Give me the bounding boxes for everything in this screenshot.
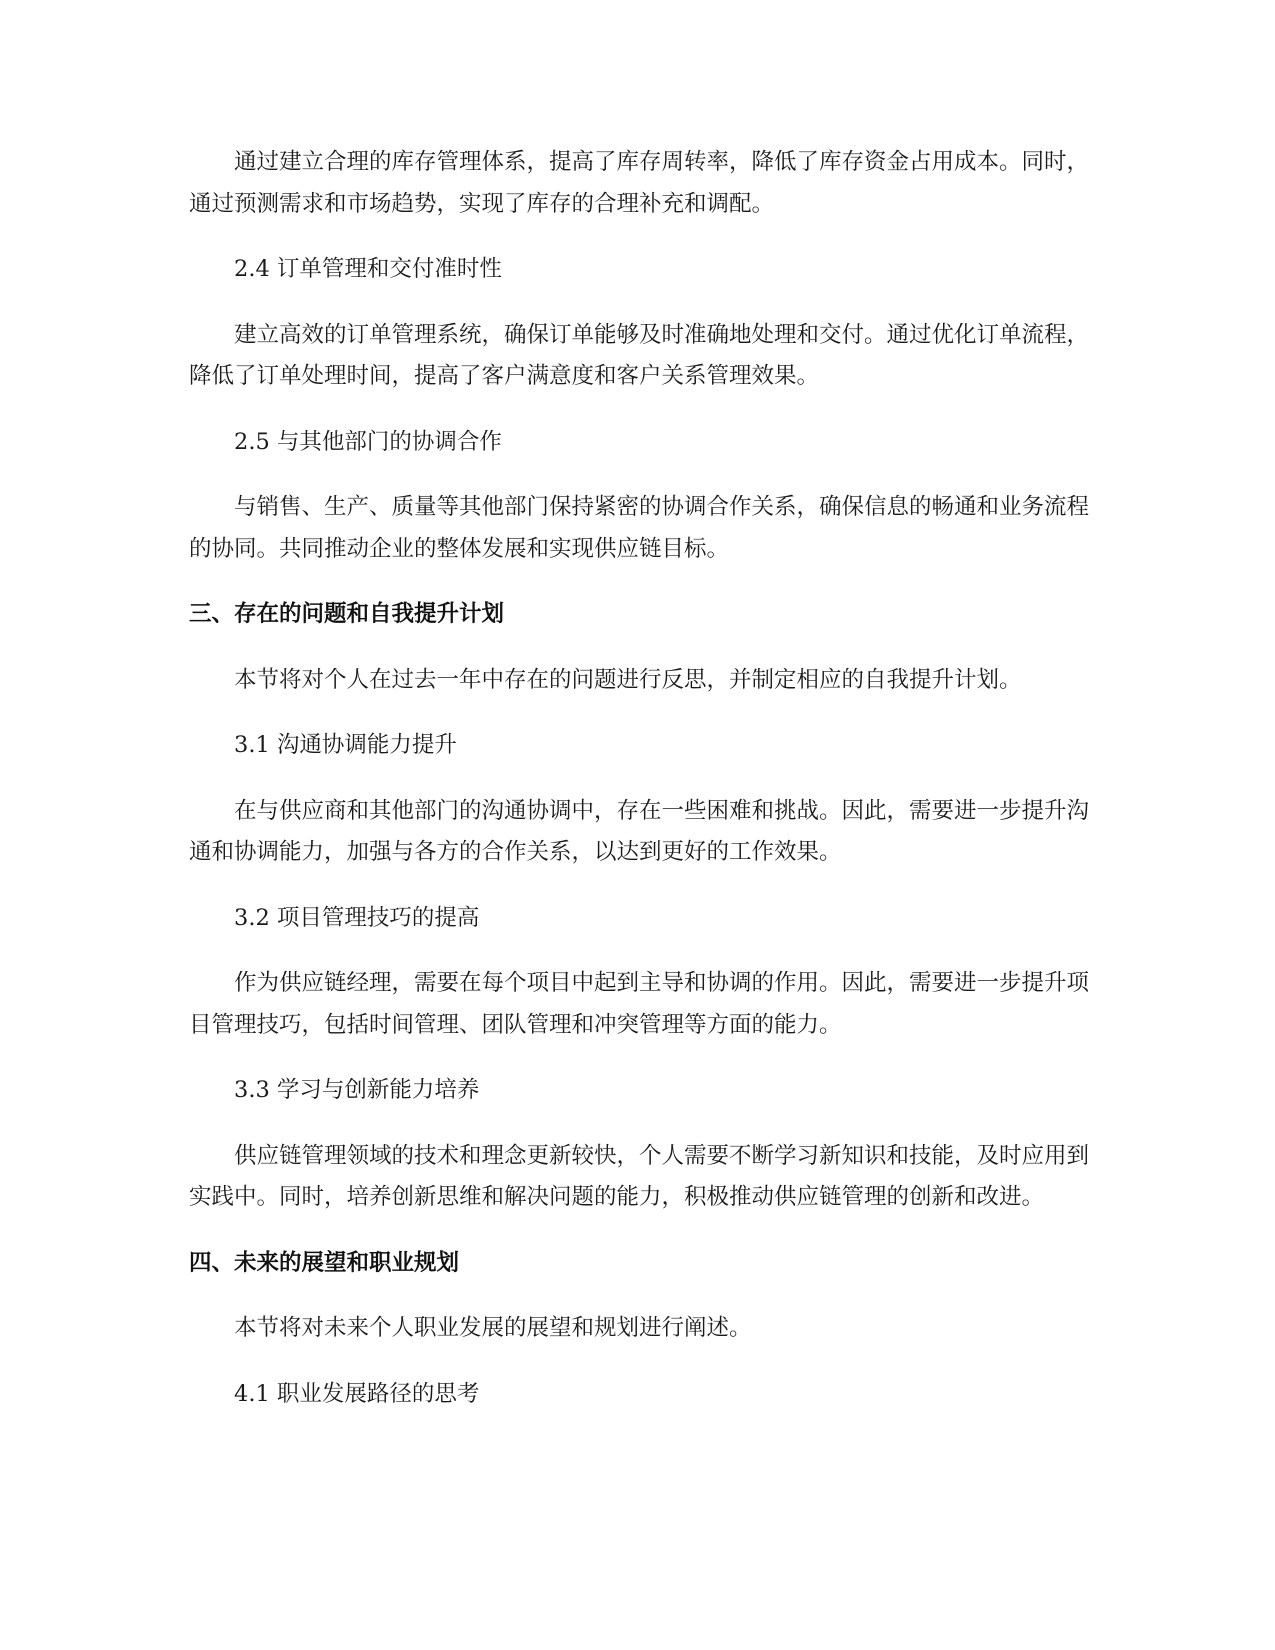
section-heading-4: 四、未来的展望和职业规划 [189,1249,460,1276]
paragraph-coordination: 与销售、生产、质量等其他部门保持紧密的协调合作关系，确保信息的畅通和业务流程的协同。共同推动企业的整体发展和实现供应链目标。 [189,494,1090,562]
subheading-4-1: 4.1 职业发展路径的思考 [234,1380,480,1407]
section-heading-3: 三、存在的问题和自我提升计划 [189,601,505,627]
paragraph-inventory: 通过建立合理的库存管理体系，提高了库存周转率，降低了库存资金占用成本。同时，通过预测需求和市场趋势，实现了库存的合理补充和调配。 [189,149,1090,217]
document-body [189,142,1091,1439]
paragraph-section-3-intro: 本节将对个人在过去一年中存在的问题进行反思，并制定相应的自我提升计划。 [234,666,1022,693]
subheading-2-4: 2.4 订单管理和交付准时性 [234,256,502,282]
subheading-3-3: 3.3 学习与创新能力培养 [234,1077,480,1103]
paragraph-learning-innovation: 供应链管理领域的技术和理念更新较快，个人需要不断学习新知识和技能，及时应用到实践中。同时，培养创新思维和解决问题的能力，积极推动供应链管理的创新和改进。 [189,1142,1090,1210]
paragraph-order-management: 建立高效的订单管理系统，确保订单能够及时准确地处理和交付。通过优化订单流程，降低了订单处理时间，提高了客户满意度和客户关系管理效果。 [189,321,1090,389]
paragraph-project-management: 作为供应链经理，需要在每个项目中起到主导和协调的作用。因此，需要进一步提升项目管理技巧，包括时间管理、团队管理和冲突管理等方面的能力。 [189,970,1090,1038]
subheading-2-5: 2.5 与其他部门的协调合作 [234,428,502,455]
paragraph-section-4-intro: 本节将对未来个人职业发展的展望和规划进行阐述。 [234,1315,752,1341]
subheading-3-2: 3.2 项目管理技巧的提高 [234,904,480,931]
subheading-3-1: 3.1 沟通协调能力提升 [234,732,457,758]
paragraph-communication: 在与供应商和其他部门的沟通协调中，存在一些困难和挑战。因此，需要进一步提升沟通和协调能力，加强与各方的合作关系，以达到更好的工作效果。 [189,797,1090,865]
